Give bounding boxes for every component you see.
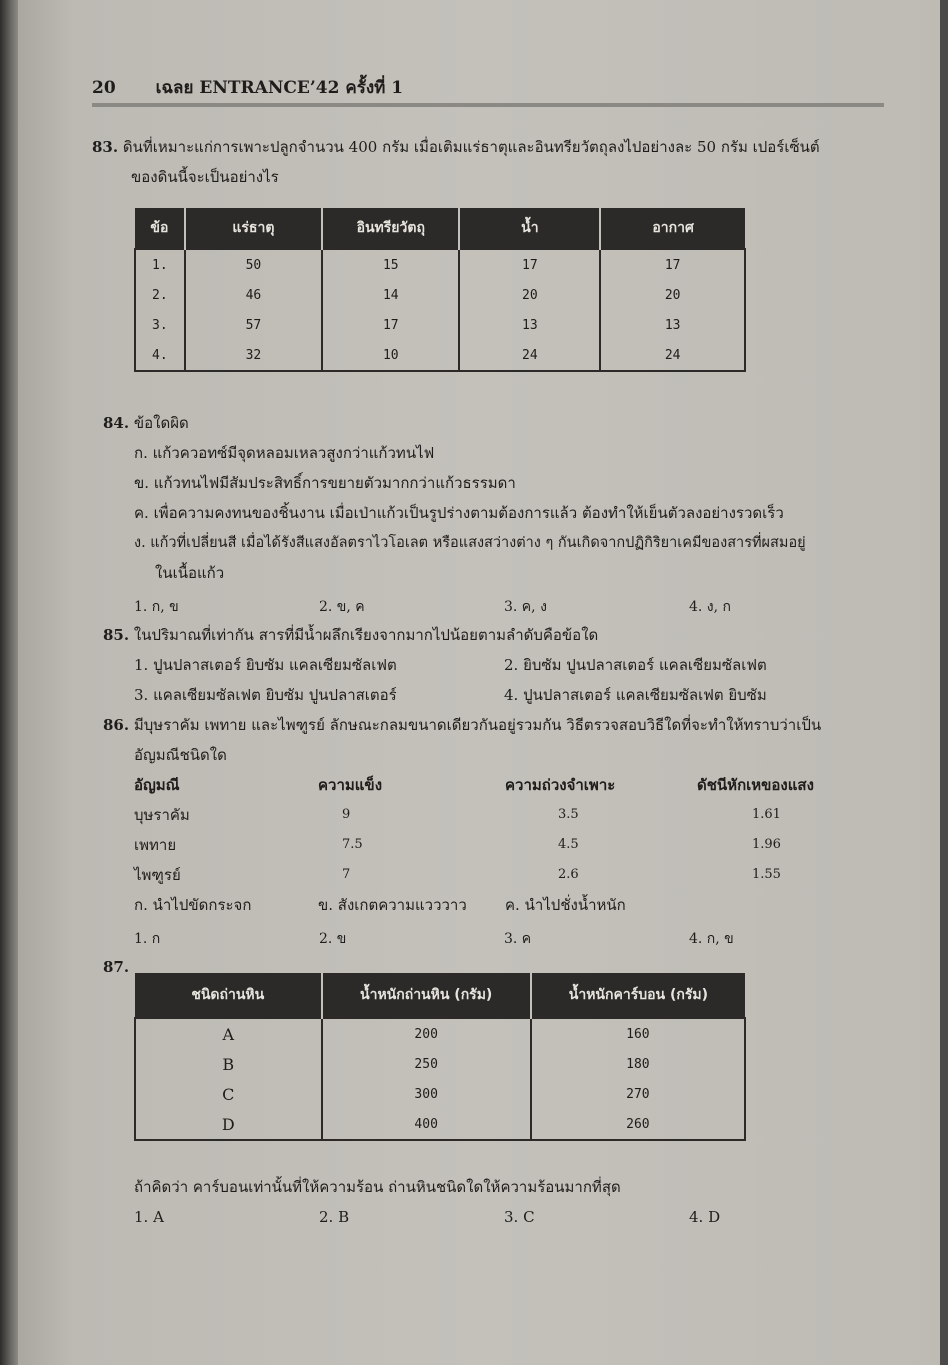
answer-option: 3. แคลเซียมซัลเฟต ยิบซัม ปูนปลาสเตอร์ [134, 686, 397, 704]
q84-text: ข้อใดผิด [133, 414, 189, 432]
q83-number: 83. [92, 138, 119, 156]
table-cell: 32 [185, 340, 322, 371]
answer-option: 4. ง, ก [689, 599, 732, 615]
answer-option: 3. ค [504, 931, 532, 947]
gem-value: 1.61 [752, 807, 781, 822]
q84-item: ค. เพื่อความคงทนของชิ้นงาน เมื่อเป่าแก้วเป็นรูปร่างตามต้องการแล้ว ต้องทำให้เย็นตัวลงอย่างรวดเร็ว [134, 504, 784, 522]
table-cell: 260 [531, 1109, 745, 1140]
answer-option: 1. ปูนปลาสเตอร์ ยิบซัม แคลเซียมซัลเฟต [134, 656, 397, 674]
answer-option: 2. ข, ค [319, 599, 365, 615]
answer-option: 4. D [689, 1208, 721, 1226]
table-cell: 24 [459, 340, 600, 371]
gem-header: ความแข็ง [318, 776, 383, 794]
table-cell: D [221, 1114, 235, 1134]
answer-option: 2. ข [319, 931, 347, 947]
answer-option: 3. ค, ง [504, 599, 547, 615]
book-spine [0, 0, 18, 1365]
table-cell: 17 [600, 249, 745, 280]
table-row [135, 1049, 745, 1079]
column-header: แร่ธาตุ [185, 208, 322, 249]
page-header [92, 74, 403, 101]
table-cell: 15 [322, 249, 459, 280]
table-cell: 17 [322, 310, 459, 340]
table-cell: A [222, 1024, 235, 1044]
q87-options [134, 1208, 874, 1226]
table-cell: 17 [459, 249, 600, 280]
table-cell: 180 [531, 1049, 745, 1079]
answer-option: 4. ก, ข [689, 931, 734, 947]
gem-value: 9 [342, 807, 351, 822]
answer-option: 4. ปูนปลาสเตอร์ แคลเซียมซัลเฟต ยิบซัม [504, 686, 767, 704]
table-cell: 1. [152, 257, 168, 273]
table-cell: C [222, 1084, 235, 1104]
gem-value: 7 [342, 867, 351, 882]
table-cell: 270 [531, 1079, 745, 1109]
page-number: 20 [92, 78, 116, 98]
gem-value: 4.5 [558, 837, 579, 852]
q83-text-line1: ดินที่เหมาะแก่การเพาะปลูกจำนวน 400 กรัม เมื่อเติมแร่ธาตุและอินทรียวัตถุลงไปอย่างละ 50 กรัม เปอร์เซ็นต์ [122, 138, 820, 156]
table-cell: B [222, 1054, 235, 1074]
soil-table [134, 208, 746, 372]
answer-option: 3. C [504, 1208, 535, 1226]
column-header: น้ำหนักคาร์บอน (กรัม) [531, 973, 745, 1018]
q85-number: 85. [103, 626, 130, 644]
table-row [135, 1079, 745, 1109]
column-header: อากาศ [600, 208, 745, 249]
table-cell: 20 [459, 280, 600, 310]
table-cell: 46 [185, 280, 322, 310]
table-cell: 2. [152, 287, 168, 303]
table-row [135, 280, 745, 310]
table-cell: 13 [600, 310, 745, 340]
q84-options [134, 596, 874, 618]
q83-text-line2: ของดินนี้จะเป็นอย่างไร [131, 168, 279, 186]
gem-header: ดัชนีหักเหของแสง [697, 776, 814, 794]
table-cell: 160 [531, 1018, 745, 1049]
q87-number: 87. [103, 958, 130, 976]
q86-line1 [103, 710, 821, 740]
q84-number: 84. [103, 414, 130, 432]
gem-header: อัญมณี [134, 776, 180, 794]
q85-text: ในปริมาณที่เท่ากัน สารที่มีน้ำผลึกเรียงจากมากไปน้อยตามลำดับคือข้อใด [133, 626, 599, 644]
coal-table-header [135, 973, 745, 1018]
answer-option: 1. ก [134, 931, 161, 947]
table-cell: 200 [322, 1018, 531, 1049]
answer-option: 1. ก, ข [134, 599, 179, 615]
q85-line [103, 620, 598, 650]
table-row [135, 1018, 745, 1049]
gem-value: 2.6 [558, 867, 579, 882]
table-cell: 3. [152, 317, 168, 333]
q84-item: ข. แก้วทนไฟมีสัมประสิทธิ์การขยายตัวมากกว่าแก้วธรรมดา [134, 474, 516, 492]
table-row [135, 249, 745, 280]
table-cell: 300 [322, 1079, 531, 1109]
table-row [135, 310, 745, 340]
gem-name: ไพฑูรย์ [134, 866, 181, 884]
answer-option: 2. B [319, 1208, 350, 1226]
gem-name: บุษราคัม [134, 806, 190, 824]
q86-text-line1: มีบุษราคัม เพทาย และไพฑูรย์ ลักษณะกลมขนาดเดียวกันอยู่รวมกัน วิธีตรวจสอบวิธีใดที่จะทำให้ทราบว่าเป็น [133, 716, 822, 734]
q87-text: ถ้าคิดว่า คาร์บอนเท่านั้นที่ให้ความร้อน ถ่านหินชนิดใดให้ความร้อนมากที่สุด [134, 1178, 621, 1196]
table-cell: 50 [185, 249, 322, 280]
q84-item-cont: ในเนื้อแก้ว [155, 564, 225, 582]
q86-text-line2: อัญมณีชนิดใด [134, 746, 227, 764]
q83-line1 [92, 132, 820, 162]
answer-option: 1. A [134, 1208, 164, 1226]
soil-table-header [135, 208, 745, 249]
q84-item: ก. แก้วควอทซ์มีจุดหลอมเหลวสูงกว่าแก้วทนไฟ [134, 444, 435, 462]
gem-header: ความถ่วงจำเพาะ [505, 776, 616, 794]
coal-table [134, 973, 746, 1141]
gem-value: 7.5 [342, 837, 363, 852]
column-header: น้ำหนักถ่านหิน (กรัม) [322, 973, 531, 1018]
table-cell: 400 [322, 1109, 531, 1140]
gem-value: 1.55 [752, 867, 781, 882]
q84-line [103, 408, 189, 438]
column-header: ข้อ [135, 208, 185, 249]
gem-name: เพทาย [134, 836, 177, 854]
table-cell: 57 [185, 310, 322, 340]
q86-number: 86. [103, 716, 130, 734]
column-header: อินทรียวัตถุ [322, 208, 459, 249]
q86-method: ค. นำไปชั่งน้ำหนัก [505, 896, 626, 914]
column-header: ชนิดถ่านหิน [135, 973, 322, 1018]
table-cell: 14 [322, 280, 459, 310]
table-row [135, 1109, 745, 1140]
q86-options [134, 928, 874, 950]
q86-method: ข. สังเกตความแวววาว [318, 896, 467, 914]
header-rule [92, 103, 884, 107]
table-cell: 4. [152, 347, 168, 363]
column-header: น้ำ [459, 208, 600, 249]
table-cell: 24 [600, 340, 745, 371]
page-title: เฉลย ENTRANCE’42 ครั้งที่ 1 [155, 78, 404, 98]
table-cell: 250 [322, 1049, 531, 1079]
gem-value: 3.5 [558, 807, 579, 822]
gem-value: 1.96 [752, 837, 781, 852]
answer-option: 2. ยิบซัม ปูนปลาสเตอร์ แคลเซียมซัลเฟต [504, 656, 767, 674]
q84-item: ง. แก้วที่เปลี่ยนสี เมื่อได้รังสีแสงอัลตราไวโอเลต หรือแสงสว่างต่าง ๆ กันเกิดจากปฏิกิริยาเคมีของสารที่ผสมอยู่ [134, 535, 806, 551]
q86-method: ก. นำไปขัดกระจก [134, 896, 252, 914]
table-cell: 20 [600, 280, 745, 310]
table-row [135, 340, 745, 371]
table-cell: 10 [322, 340, 459, 371]
table-cell: 13 [459, 310, 600, 340]
